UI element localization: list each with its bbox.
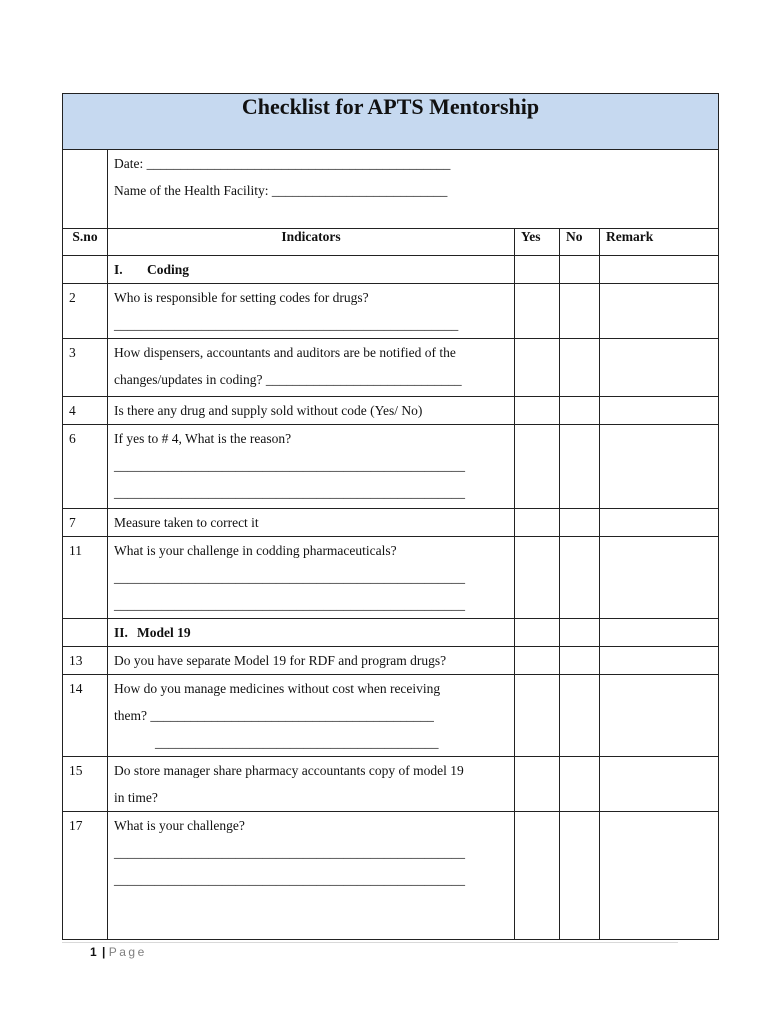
section-title-model19: II. Model 19	[108, 619, 515, 647]
yes-cell[interactable]	[515, 647, 560, 675]
facility-line	[114, 177, 712, 204]
remark-cell[interactable]	[600, 509, 719, 537]
answer-line[interactable]: _____________________________	[265, 372, 462, 387]
no-cell[interactable]	[560, 812, 600, 940]
header-row	[63, 229, 719, 256]
date-label: Date:	[114, 156, 144, 171]
indicator-text: Do store manager share pharmacy accountants copy of model 19	[114, 763, 464, 778]
no-cell[interactable]	[560, 425, 600, 509]
indicator-cell	[108, 425, 515, 509]
indicator-cell	[108, 537, 515, 619]
indicator-cell	[108, 757, 515, 812]
info-row	[63, 150, 719, 229]
indicator-text-cont: in time?	[114, 790, 158, 805]
page-separator: |	[102, 945, 106, 959]
info-empty-cell	[63, 150, 108, 229]
indicator-text-cont: them? __________________________________________	[114, 708, 434, 723]
table-row	[63, 675, 719, 757]
header-remark: Remark	[600, 229, 719, 256]
remark-cell[interactable]	[600, 812, 719, 940]
yes-cell[interactable]	[515, 675, 560, 757]
section-row-model19	[63, 619, 719, 647]
table-row	[63, 397, 719, 425]
answer-line[interactable]: ____________________________________________________	[114, 458, 465, 473]
date-field[interactable]: _____________________________________________	[146, 156, 451, 171]
remark-cell[interactable]	[600, 647, 719, 675]
row-sno: 11	[63, 537, 108, 619]
table-row	[63, 647, 719, 675]
checklist-table	[62, 93, 719, 940]
yes-cell[interactable]	[515, 339, 560, 397]
yes-cell[interactable]	[515, 256, 560, 284]
no-cell[interactable]	[560, 339, 600, 397]
yes-cell[interactable]	[515, 425, 560, 509]
indicator-text: What is your challenge in codding pharmaceuticals?	[114, 543, 397, 558]
yes-cell[interactable]	[515, 812, 560, 940]
no-cell[interactable]	[560, 284, 600, 339]
indicator-text: How do you manage medicines without cost when receiving	[114, 681, 441, 696]
row-sno: 17	[63, 812, 108, 940]
page-number: 1	[90, 945, 97, 959]
table-row	[63, 425, 719, 509]
row-sno: 6	[63, 425, 108, 509]
no-cell[interactable]	[560, 256, 600, 284]
table-row	[63, 812, 719, 940]
answer-line[interactable]: __________________________________________	[150, 708, 434, 723]
row-sno: 4	[63, 397, 108, 425]
page-title: Checklist for APTS Mentorship	[63, 94, 719, 150]
remark-cell[interactable]	[600, 397, 719, 425]
row-sno: 7	[63, 509, 108, 537]
no-cell[interactable]	[560, 757, 600, 812]
remark-cell[interactable]	[600, 425, 719, 509]
no-cell[interactable]	[560, 537, 600, 619]
row-sno: 3	[63, 339, 108, 397]
answer-line[interactable]: ____________________________________________________	[114, 872, 465, 887]
date-line	[114, 150, 712, 177]
answer-line[interactable]: ____________________________________________________	[114, 597, 465, 612]
row-sno: 2	[63, 284, 108, 339]
header-no: No	[560, 229, 600, 256]
no-cell[interactable]	[560, 509, 600, 537]
row-sno: 15	[63, 757, 108, 812]
remark-cell[interactable]	[600, 675, 719, 757]
row-sno: 13	[63, 647, 108, 675]
indicator-text: If yes to # 4, What is the reason?	[114, 431, 292, 446]
table-row	[63, 509, 719, 537]
page-footer	[62, 942, 678, 959]
indicator-text: Is there any drug and supply sold without code (Yes/ No)	[108, 397, 515, 425]
indicator-cell	[108, 339, 515, 397]
indicator-text: Who is responsible for setting codes for drugs?	[114, 290, 369, 305]
section-row-coding	[63, 256, 719, 284]
indicator-text: How dispensers, accountants and auditors are be notified of the	[114, 345, 456, 360]
answer-line[interactable]: ____________________________________________________	[114, 485, 465, 500]
table-row	[63, 537, 719, 619]
remark-cell[interactable]	[600, 339, 719, 397]
yes-cell[interactable]	[515, 537, 560, 619]
row-sno: 14	[63, 675, 108, 757]
yes-cell[interactable]	[515, 509, 560, 537]
yes-cell[interactable]	[515, 619, 560, 647]
no-cell[interactable]	[560, 647, 600, 675]
section-title-coding: I. Coding	[108, 256, 515, 284]
table-row	[63, 757, 719, 812]
remark-cell[interactable]	[600, 619, 719, 647]
remark-cell[interactable]	[600, 284, 719, 339]
no-cell[interactable]	[560, 619, 600, 647]
indicator-text: What is your challenge?	[114, 818, 245, 833]
page-label: Page	[108, 945, 147, 959]
facility-field[interactable]: __________________________	[271, 183, 448, 198]
indicator-text-cont: changes/updates in coding? _____________________________	[114, 372, 462, 387]
indicator-text: Measure taken to correct it	[108, 509, 515, 537]
yes-cell[interactable]	[515, 757, 560, 812]
no-cell[interactable]	[560, 675, 600, 757]
yes-cell[interactable]	[515, 397, 560, 425]
answer-line[interactable]: __________________________________________	[155, 735, 439, 750]
indicator-cell	[108, 675, 515, 757]
answer-line[interactable]: ____________________________________________________	[114, 570, 465, 585]
remark-cell[interactable]	[600, 537, 719, 619]
indicator-cell	[108, 284, 515, 339]
info-cell	[108, 150, 719, 229]
indicator-text: Do you have separate Model 19 for RDF and program drugs?	[108, 647, 515, 675]
answer-line[interactable]: ___________________________________________________	[114, 317, 459, 332]
remark-cell[interactable]	[600, 757, 719, 812]
no-cell[interactable]	[560, 397, 600, 425]
answer-line[interactable]: ____________________________________________________	[114, 845, 465, 860]
header-sno: S.no	[63, 229, 108, 256]
facility-label: Name of the Health Facility:	[114, 183, 269, 198]
header-yes: Yes	[515, 229, 560, 256]
remark-cell[interactable]	[600, 256, 719, 284]
title-row	[63, 94, 719, 150]
yes-cell[interactable]	[515, 284, 560, 339]
header-indicators: Indicators	[108, 229, 515, 256]
table-row	[63, 284, 719, 339]
table-row	[63, 339, 719, 397]
indicator-cell	[108, 812, 515, 940]
